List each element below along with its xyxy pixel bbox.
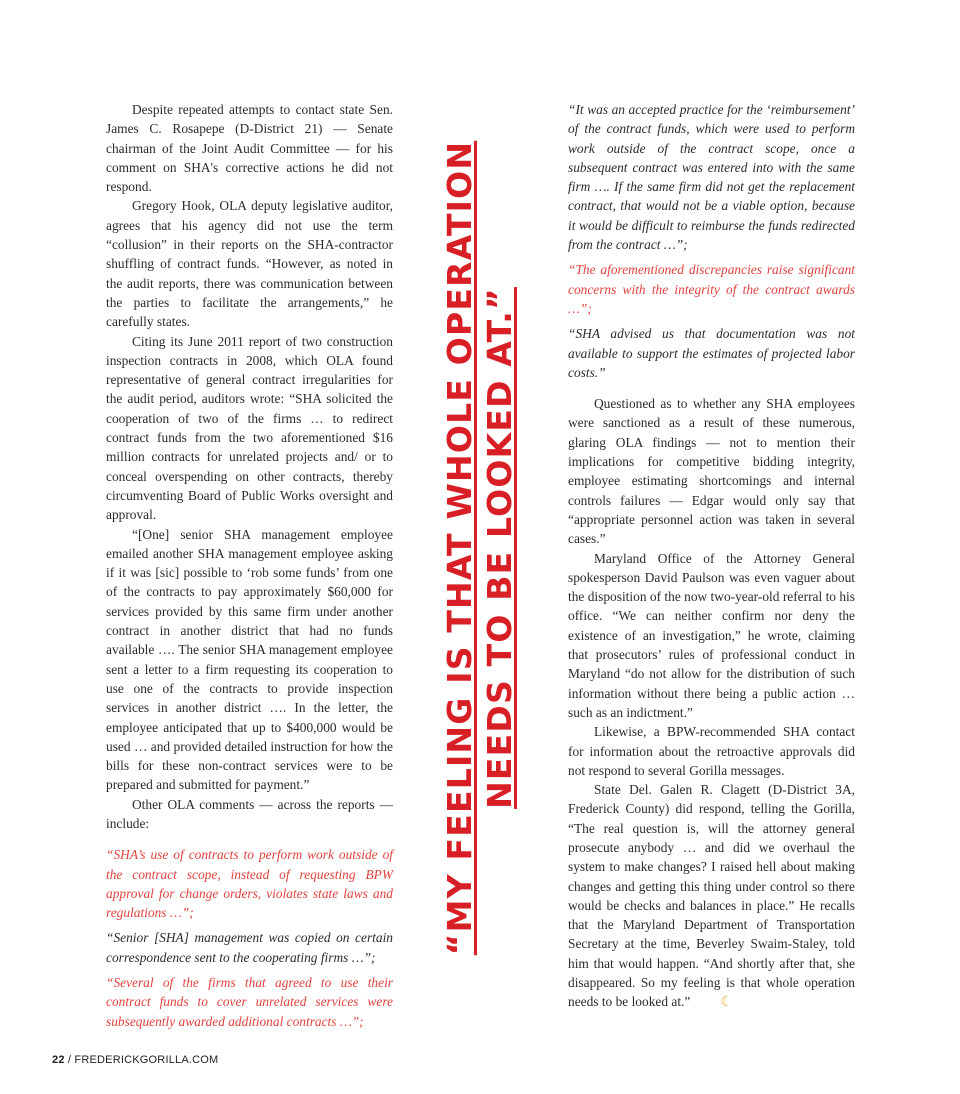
paragraph: Other OLA comments — across the reports — include: — [106, 796, 393, 831]
audit-quote-highlight: “SHA’s use of contracts to perform work outside of the contract scope, instead of requesting BPW approval for change orders, violates state laws and regulations …”; — [106, 847, 393, 921]
audit-quote: “It was an accepted practice for the ‘reimbursement’ of the contract funds, which were used to perform work outside of the contract scope, once a subsequent contract was entered into with the same firm …. If the same firm did not get the replacement contract, that would not be a viable option, because it would be difficult to reimburse the funds redirected from the contract …”; — [568, 102, 855, 253]
paragraph: Maryland Office of the Attorney General spokesperson David Paulson was even vaguer about the disposition of the now two-year-old referral to his office. “We can neither confirm nor deny the existence of an investigation,” he wrote, claiming that prosecutors’ rules of professional conduct in Maryland “do not allow for the distribution of such information without there being a public action … such as an indictment.” — [568, 550, 855, 720]
audit-quote: “SHA advised us that documentation was not available to support the estimates of projected labor costs.” — [568, 326, 855, 380]
footer-site: FREDERICKGORILLA.COM — [74, 1054, 219, 1066]
article-column-right — [568, 100, 855, 1013]
paragraph: Likewise, a BPW-recommended SHA contact for information about the retroactive approvals did not respond to several Gorilla messages. — [568, 724, 855, 778]
audit-quote: “Senior [SHA] management was copied on certain correspondence sent to the cooperating firms …”; — [106, 930, 393, 965]
banana-icon: ☾ — [720, 995, 733, 1011]
page-number: 22 — [52, 1054, 65, 1066]
article-column-left — [106, 100, 393, 1037]
footer-separator: / — [64, 1054, 75, 1066]
paragraph: Questioned as to whether any SHA employees were sanctioned as a result of these numerous, glaring OLA findings — not to mention their implications for competitive bidding integrity, employee estimating shortcomings and internal controls failures — Edgar would only say that “appropriate personnel action was taken in several cases.” — [568, 396, 855, 547]
paragraph: “[One] senior SHA management employee emailed another SHA management employee asking if it was [sic] possible to ‘rob some funds’ from one of the contracts to pay approximately $60,000 for services provided by this same firm under another contract in another district that had no funds available …. The senior SHA management employee sent a letter to a firm requesting its cooperation to use one of the contracts to provide inspection services in another district …. In the letter, the employee anticipated that up to $400,000 would be used … and provided detailed instruction for how the bills for these non-contract services were to be prepared and submitted for payment.” — [106, 526, 393, 793]
paragraph: Citing its June 2011 report of two construction inspection contracts in 2008, which OLA found representative of general contract irregularities for the audit period, auditors wrote: “SHA solicited the cooperation of two of the firms … to redirect contract funds from the two aforementioned $16 million contracts for unrelated projects and/ or to conceal overspending on other contracts, thereby circumventing Board of Public Works oversight and approval. — [106, 333, 393, 523]
pull-quote-line-1: “MY FEELING IS THAT WHOLE OPERATION — [440, 140, 479, 956]
paragraph: Despite repeated attempts to contact state Sen. James C. Rosapepe (D-District 21) — Senate chairman of the Joint Audit Committee — for his comment on SHA's corrective actions he did not respond. — [106, 102, 393, 195]
paragraph-final — [568, 780, 855, 1013]
audit-quote-highlight: “The aforementioned discrepancies raise significant concerns with the integrity of the contract awards …”; — [568, 262, 855, 316]
pull-quote-line-2: NEEDS TO BE LOOKED AT.” — [480, 287, 519, 809]
audit-quote-highlight: “Several of the firms that agreed to use their contract funds to cover unrelated services were subsequently awarded additional contracts …”; — [106, 975, 393, 1029]
paragraph-final-text: State Del. Galen R. Clagett (D-District 3A, Frederick County) did respond, telling the Gorilla, “The real question is, will the attorney general prosecute anybody … and did we overhaul the system to make changes? I raised hell about making changes and getting this thing under control so there would be checks and balances in place.” He recalls that the Maryland Department of Transportation Secretary at the time, Beverley Swaim-Staley, told him that would happen. “And shortly after that, she disappeared. So my feeling is that whole operation needs to be looked at.” — [568, 782, 855, 1010]
paragraph: Gregory Hook, OLA deputy legislative auditor, agrees that his agency did not use the term “collusion” in their reports on the SHA-contractor shuffling of contract funds. “However, as noted in the audit reports, there was communication between the parties to facilitate the arrangements,” he carefully states. — [106, 198, 393, 330]
page-footer — [52, 1054, 218, 1066]
